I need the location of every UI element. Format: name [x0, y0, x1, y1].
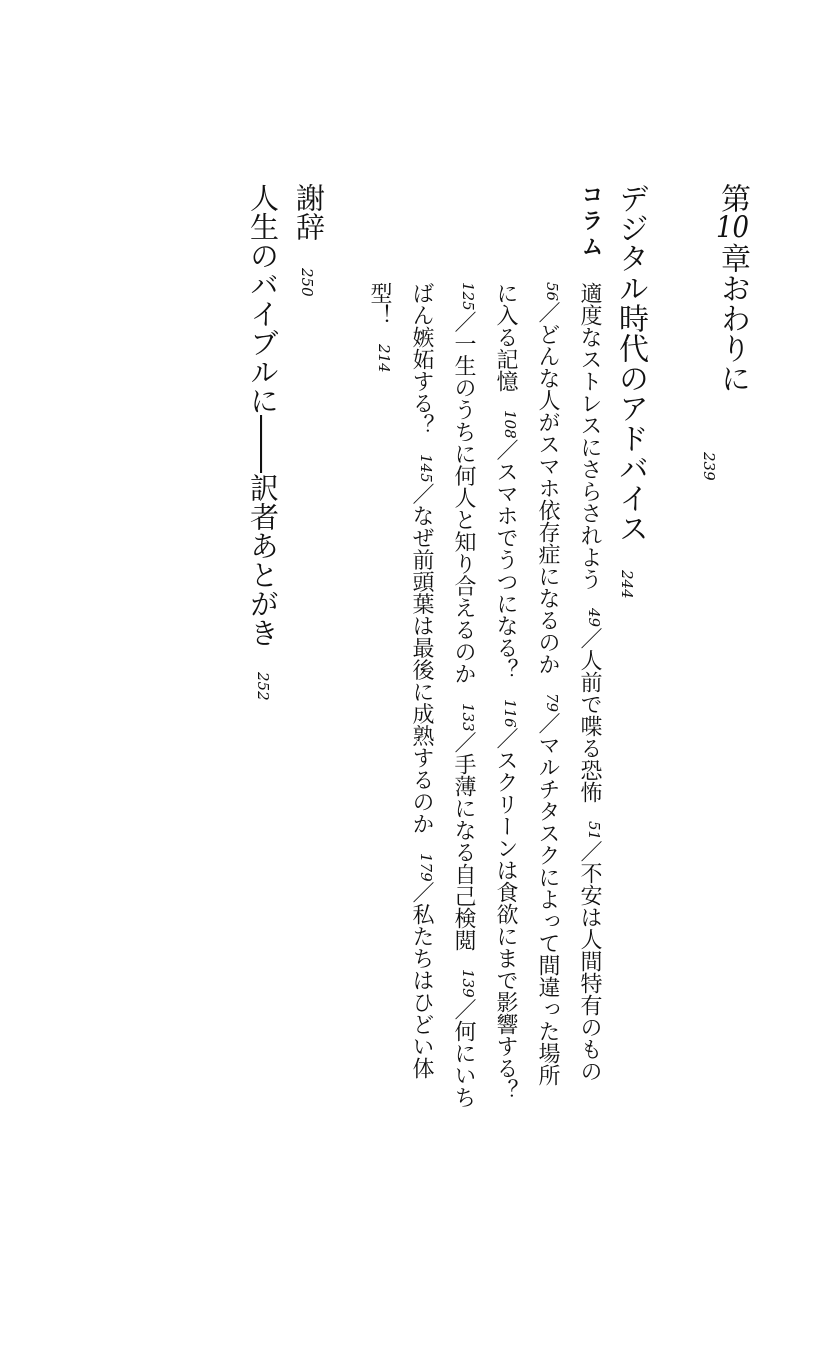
section-page-number: 244 — [618, 570, 636, 599]
entry-page-number: 145 — [417, 454, 435, 483]
entry-page-number: 49 — [585, 608, 603, 628]
entry-page-number: 51 — [585, 821, 603, 841]
slash-separator: ／ — [577, 840, 602, 863]
afterword-title: 人生のバイブルに――訳者あとがき — [246, 183, 280, 647]
entry-title: ばん嫉妬する？ — [409, 282, 434, 436]
entry-page-number: 139 — [459, 969, 477, 998]
entry-title: 手薄になる自己検閲 — [451, 753, 476, 952]
column-line — [494, 282, 517, 1101]
afterword-page-number: 252 — [254, 672, 272, 701]
entry-title: 人前で喋る恐怖 — [577, 649, 602, 804]
entry-title: に入る記憶 — [493, 282, 518, 392]
slash-separator: ／ — [409, 881, 434, 904]
chapter-heading — [715, 183, 750, 393]
section-title: デジタル時代のアドバイス — [613, 183, 648, 543]
entry-page-number: 79 — [543, 693, 561, 713]
acknowledgments-page-wrap — [294, 268, 314, 297]
column-label: コラム — [578, 183, 603, 261]
chapter-number: 10 — [716, 213, 749, 243]
entry-page-number: 133 — [459, 702, 477, 732]
acknowledgments-title: 謝辞 — [292, 183, 326, 241]
entry-page-number: 116 — [501, 698, 519, 728]
entry-title: どんな人がスマホ依存症になるのか — [535, 323, 560, 676]
entry-page-number: 125 — [459, 282, 477, 311]
section-page-wrap — [614, 570, 634, 599]
entry-title: スマホでうつになる？ — [493, 460, 518, 681]
entry-title: 私たちはひどい体 — [409, 903, 434, 1080]
acknowledgments-page-number: 250 — [298, 268, 316, 297]
afterword-page-wrap — [250, 672, 270, 701]
entry-page-number: 108 — [501, 410, 519, 439]
slash-separator: ／ — [493, 727, 518, 750]
slash-separator: ／ — [577, 627, 602, 650]
slash-separator: ／ — [409, 482, 434, 505]
entry-title: 適度なストレスにさらされよう — [577, 282, 602, 590]
slash-separator: ／ — [451, 997, 476, 1020]
slash-separator: ／ — [535, 712, 560, 735]
column-line — [578, 282, 601, 1082]
entry-title: 型！ — [367, 282, 392, 326]
entry-title: 一生のうちに何人と知り合えるのか — [451, 332, 476, 685]
entry-title: 不安は人間特有のもの — [577, 862, 602, 1083]
chapter-label: 第10章 — [715, 183, 750, 273]
entry-title: 何にいち — [451, 1019, 476, 1108]
entry-title: なぜ前頭葉は最後に成熟するのか — [409, 504, 434, 835]
entry-page-number: 214 — [375, 344, 393, 373]
column-line — [452, 282, 475, 1108]
column-line — [410, 282, 433, 1079]
chapter-title: おわりに — [715, 273, 750, 393]
chapter-page-number: 239 — [700, 452, 718, 481]
entry-page-number: 56 — [543, 282, 561, 302]
column-line — [536, 282, 559, 1086]
entry-title: スクリーンは食欲にまで影響する？ — [493, 749, 518, 1102]
entry-page-number: 179 — [417, 852, 435, 882]
chapter-page-wrap — [696, 452, 716, 481]
slash-separator: ／ — [451, 731, 476, 754]
slash-separator: ／ — [493, 438, 518, 461]
slash-separator: ／ — [451, 310, 476, 333]
entry-title: マルチタスクによって間違った場所 — [535, 734, 560, 1087]
column-line — [368, 282, 391, 373]
slash-separator: ／ — [535, 301, 560, 324]
